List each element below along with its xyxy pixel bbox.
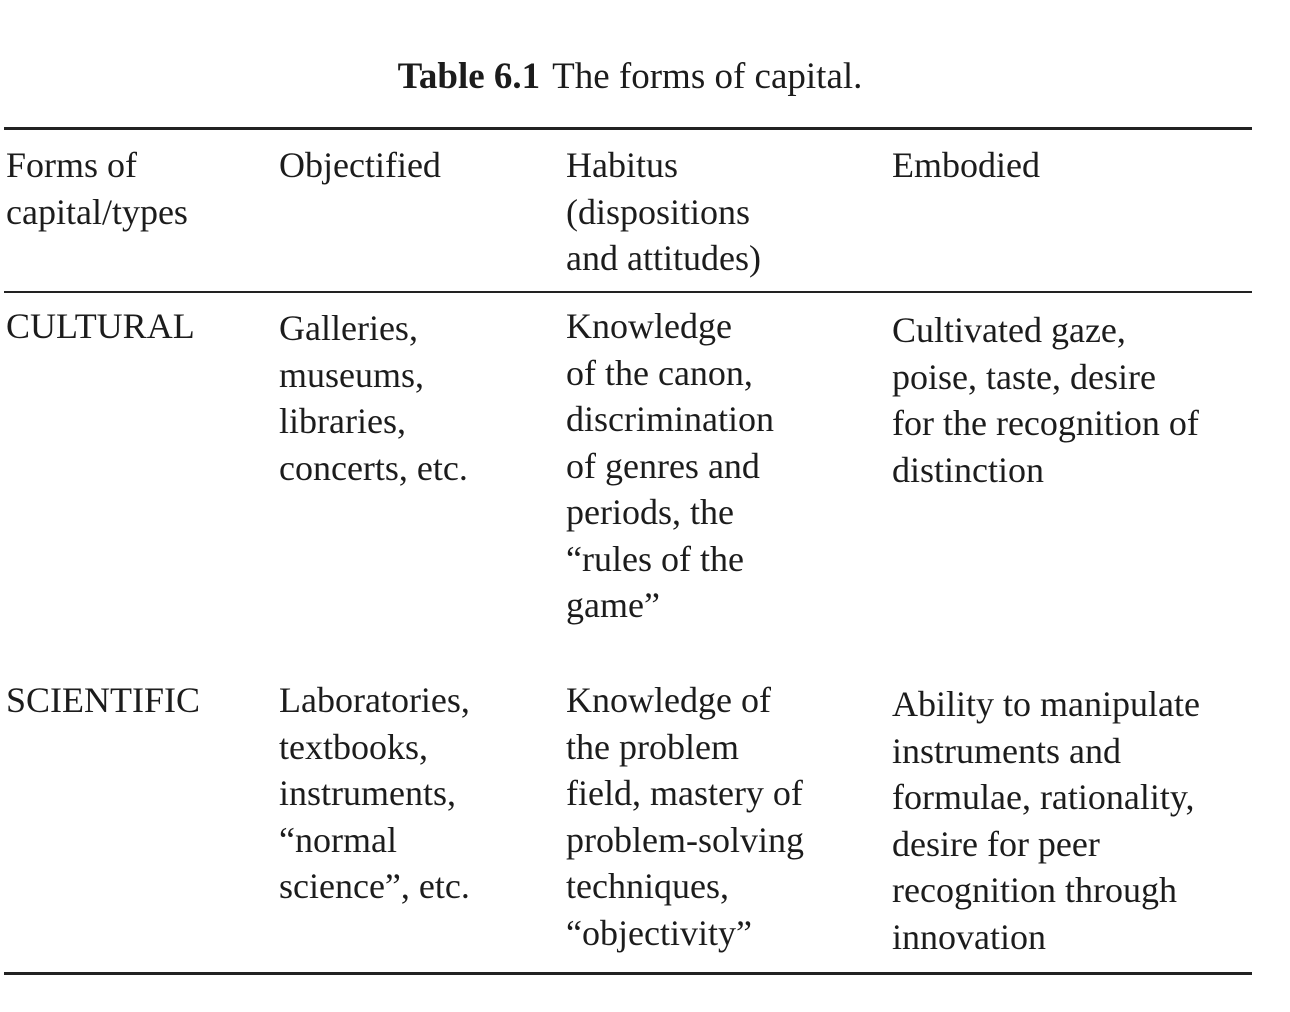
cultural-habitus: Knowledge of the canon, discrimination of genres and periods, the “rules of the game”: [566, 306, 774, 625]
row-label-scientific: SCIENTIFIC: [6, 680, 201, 720]
header-rule: [4, 291, 1252, 293]
cultural-objectified: Galleries, museums, libraries, concerts, etc.: [279, 308, 468, 488]
table-title: The forms of capital.: [552, 56, 863, 97]
bottom-rule: [4, 972, 1252, 975]
row-label-cultural: CULTURAL: [6, 306, 195, 346]
scientific-embodied: Ability to manipulate instruments and formulae, rationality, desire for peer recognition through innovation: [892, 684, 1200, 957]
cultural-embodied: Cultivated gaze, poise, taste, desire for the recognition of distinction: [892, 310, 1199, 490]
table-caption: [0, 52, 1260, 102]
table-number: Table 6.1: [397, 56, 541, 97]
scientific-objectified: Laboratories, textbooks, instruments, “normal science”, etc.: [279, 680, 470, 906]
header-embodied: Embodied: [892, 145, 1040, 185]
header-objectified: Objectified: [279, 145, 441, 185]
scientific-habitus: Knowledge of the problem field, mastery of problem-solving techniques, “objectivity”: [566, 680, 804, 953]
header-habitus: Habitus (dispositions and attitudes): [566, 145, 761, 278]
top-rule: [4, 127, 1252, 130]
header-forms-of-capital: Forms of capital/types: [6, 145, 188, 232]
